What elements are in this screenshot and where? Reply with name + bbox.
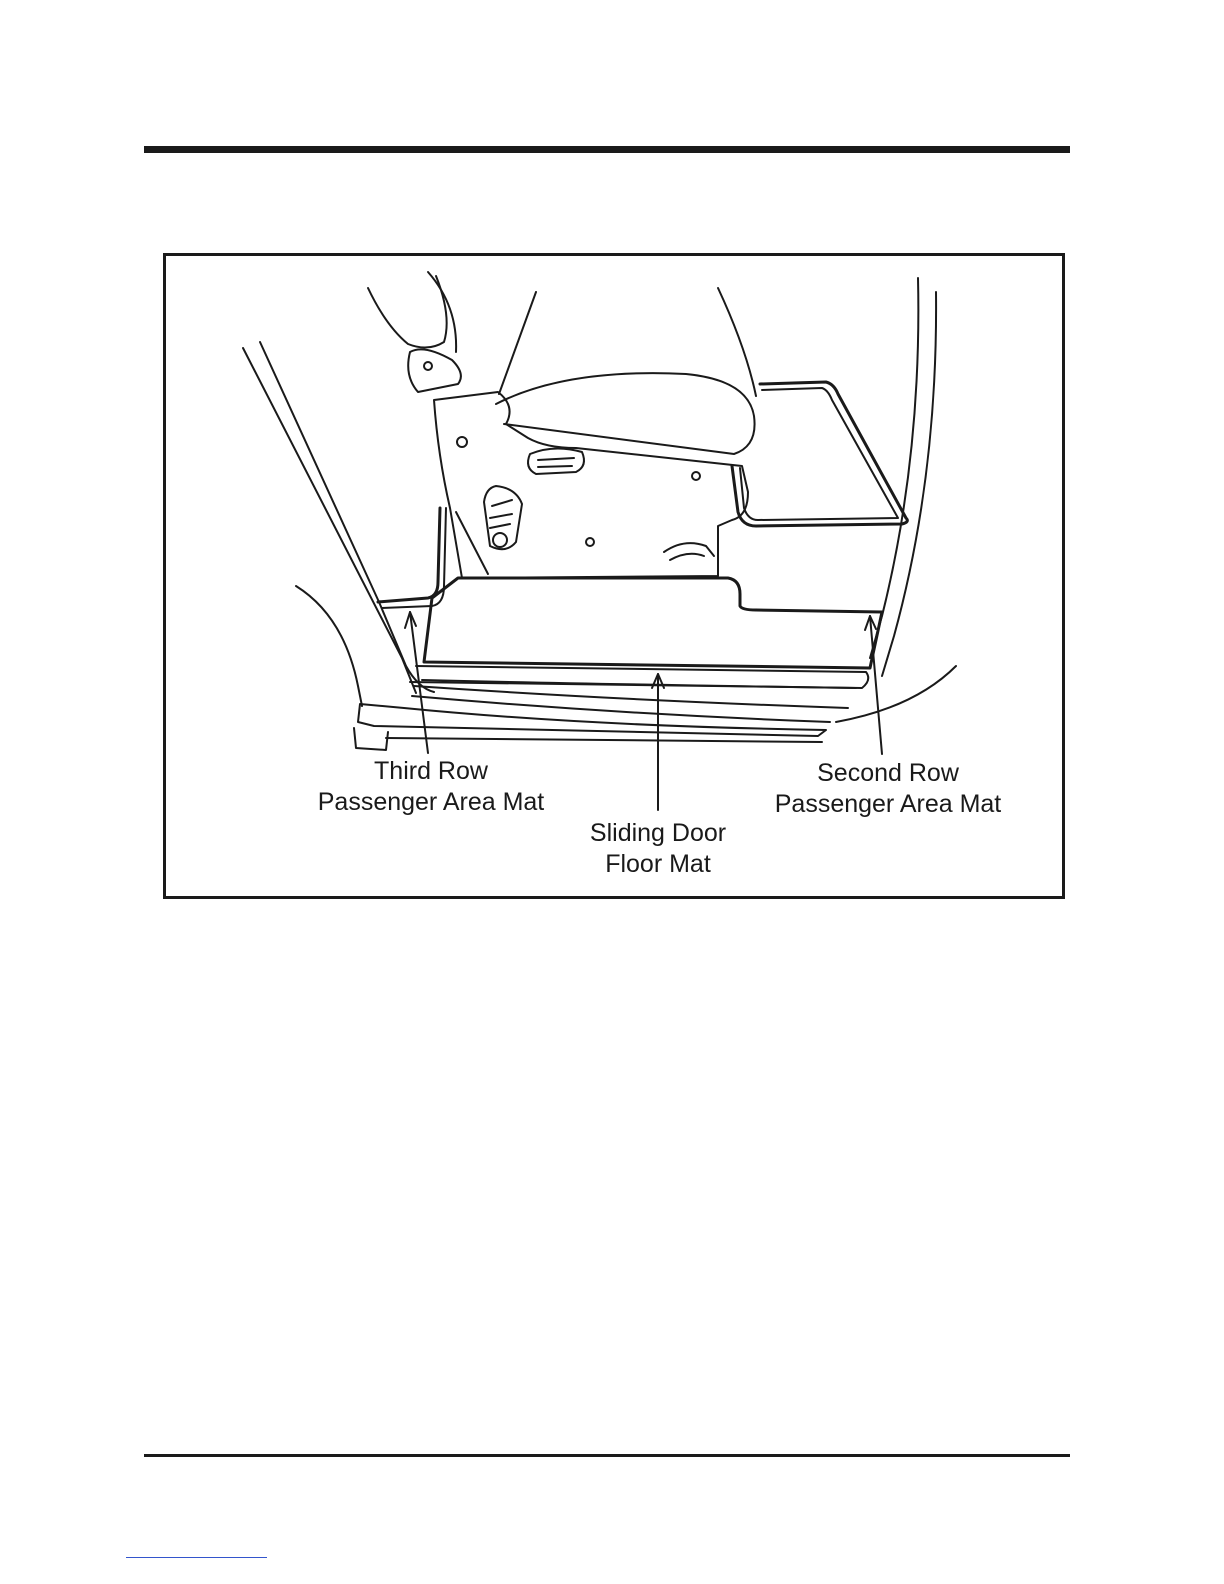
- callout-sliding-door-mat: [563, 818, 753, 880]
- second-row-mat: [732, 382, 907, 526]
- callout-third-row-line1: Third Row: [374, 757, 488, 785]
- left-door-pillar-inner: [260, 342, 434, 692]
- seat-back-mid: [499, 292, 536, 394]
- threshold: [358, 704, 826, 736]
- left-door-pillar: [243, 348, 416, 693]
- sliding-door-mat: [424, 578, 882, 668]
- footer-link-underline[interactable]: [126, 1557, 267, 1558]
- footer-rule: [144, 1454, 1070, 1457]
- callout-sliding-door-line2: Floor Mat: [605, 850, 711, 878]
- callout-sliding-door-line1: Sliding Door: [589, 819, 727, 847]
- header-rule: [144, 146, 1070, 153]
- callout-third-row-line2: Passenger Area Mat: [317, 788, 545, 816]
- seat-back: [368, 276, 447, 348]
- seat-side-panel: [434, 392, 748, 578]
- seat-back-side: [428, 272, 456, 352]
- seat-back-right: [718, 288, 756, 396]
- seat-handle: [528, 448, 584, 474]
- recliner-bracket: [408, 349, 461, 392]
- callout-second-row-mat: [758, 758, 1018, 820]
- floor-mat-illustration: [163, 253, 1065, 899]
- lower-right-curve: [836, 666, 956, 722]
- lower-body-curve: [296, 586, 362, 706]
- third-row-mat: [378, 508, 440, 602]
- callout-third-row-mat: [301, 756, 561, 818]
- callout-second-row-line1: Second Row: [817, 759, 959, 787]
- right-door-pillar-inner: [882, 292, 936, 676]
- callout-second-row-line2: Passenger Area Mat: [774, 790, 1002, 818]
